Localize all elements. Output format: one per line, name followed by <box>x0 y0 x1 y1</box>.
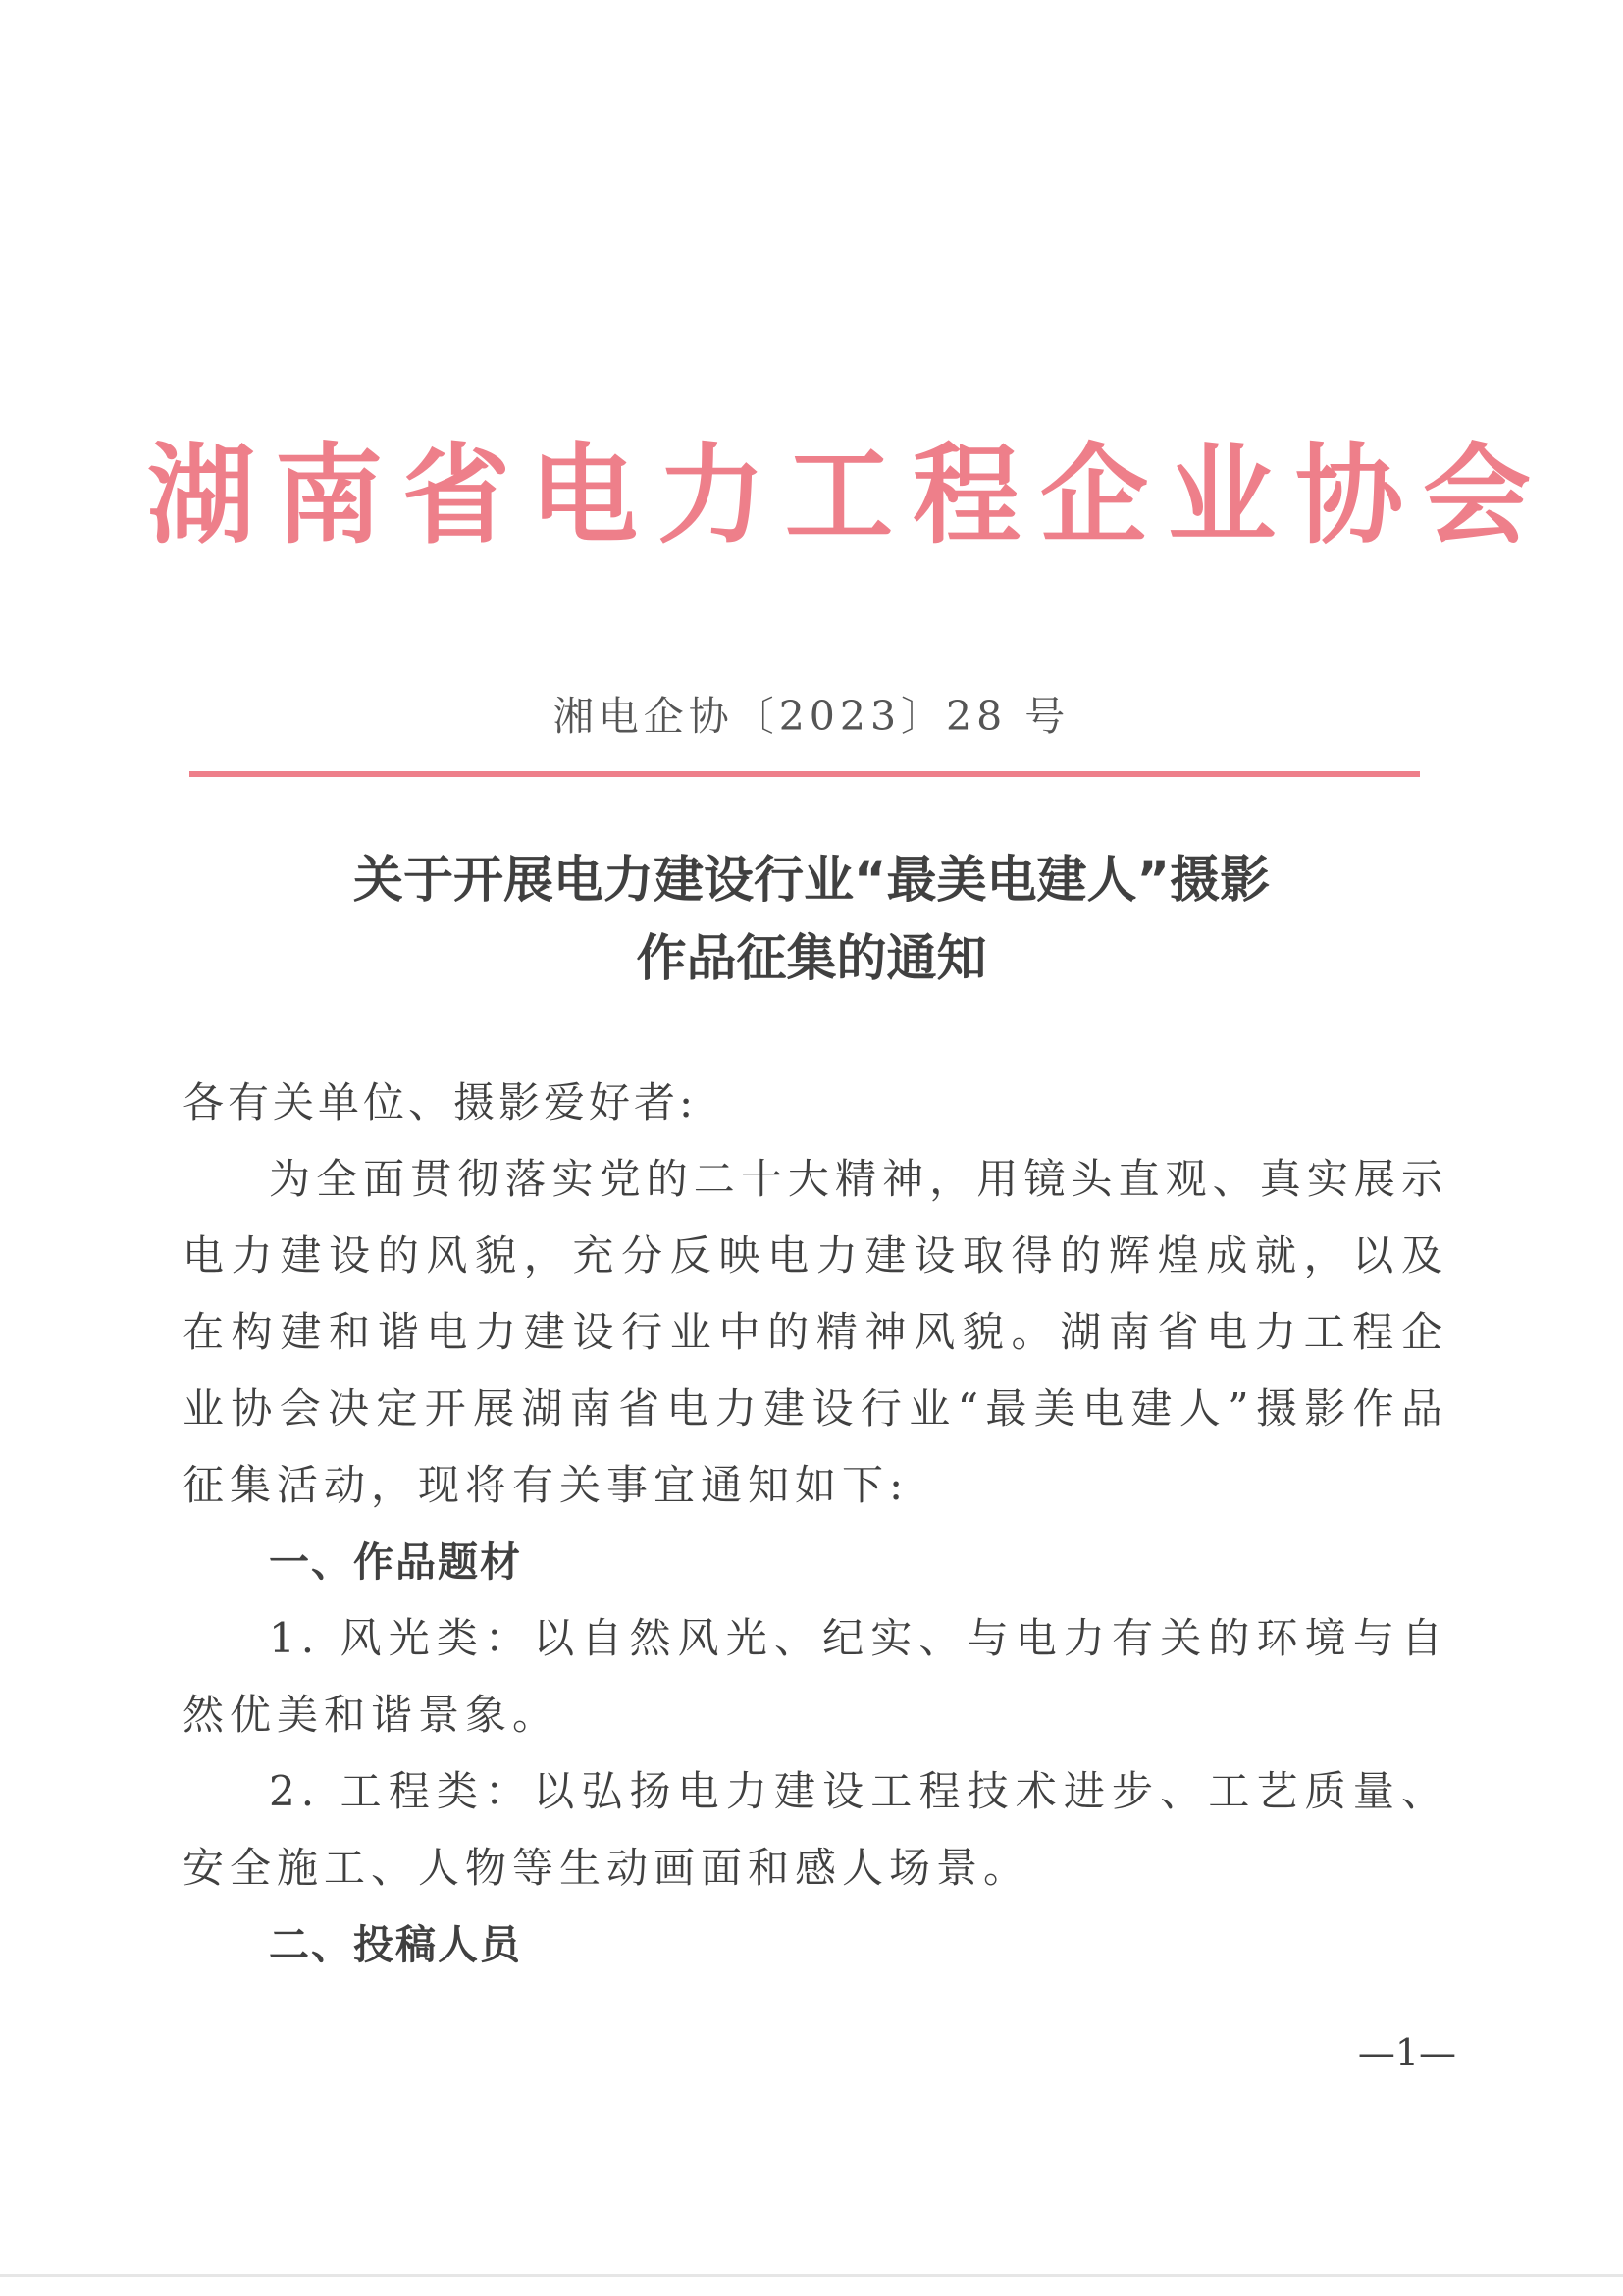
notice-title-line-1: 关于开展电力建设行业“最美电建人”摄影 <box>352 852 1271 910</box>
notice-title <box>147 842 1476 999</box>
intro-paragraph: 为全面贯彻落实党的二十大精神，用镜头直观、真实展示电力建设的风貌，充分反映电力建设取得的辉煌成就，以及在构建和谐电力建设行业中的精神风貌。湖南省电力工程企业协会决定开展湖南省电力建设行业“最美电建人”摄影作品征集活动，现将有关事宜通知如下: <box>183 1155 1448 1509</box>
letterhead-red-rule <box>189 771 1420 777</box>
section-heading-1: 一、作品题材 <box>269 1539 522 1586</box>
page-number: —1— <box>1357 2031 1456 2074</box>
document-number: 湘电企协〔2023〕28 号 <box>552 693 1071 740</box>
scan-edge-line <box>0 2274 1623 2277</box>
section-1-item-1: 1. 风光类：以自然风光、纪实、与电力有关的环境与自然优美和谐景象。 <box>183 1614 1448 1739</box>
section-1-item-2: 2. 工程类：以弘扬电力建设工程技术进步、工艺质量、安全施工、人物等生动画面和感人场景。 <box>183 1767 1448 1892</box>
letterhead-title: 湖南省电力工程企业协会 <box>147 432 1550 558</box>
notice-title-line-2: 作品征集的通知 <box>636 930 987 988</box>
salutation: 各有关单位、摄影爱好者: <box>183 1078 698 1126</box>
section-heading-2: 二、投稿人员 <box>269 1921 522 1968</box>
